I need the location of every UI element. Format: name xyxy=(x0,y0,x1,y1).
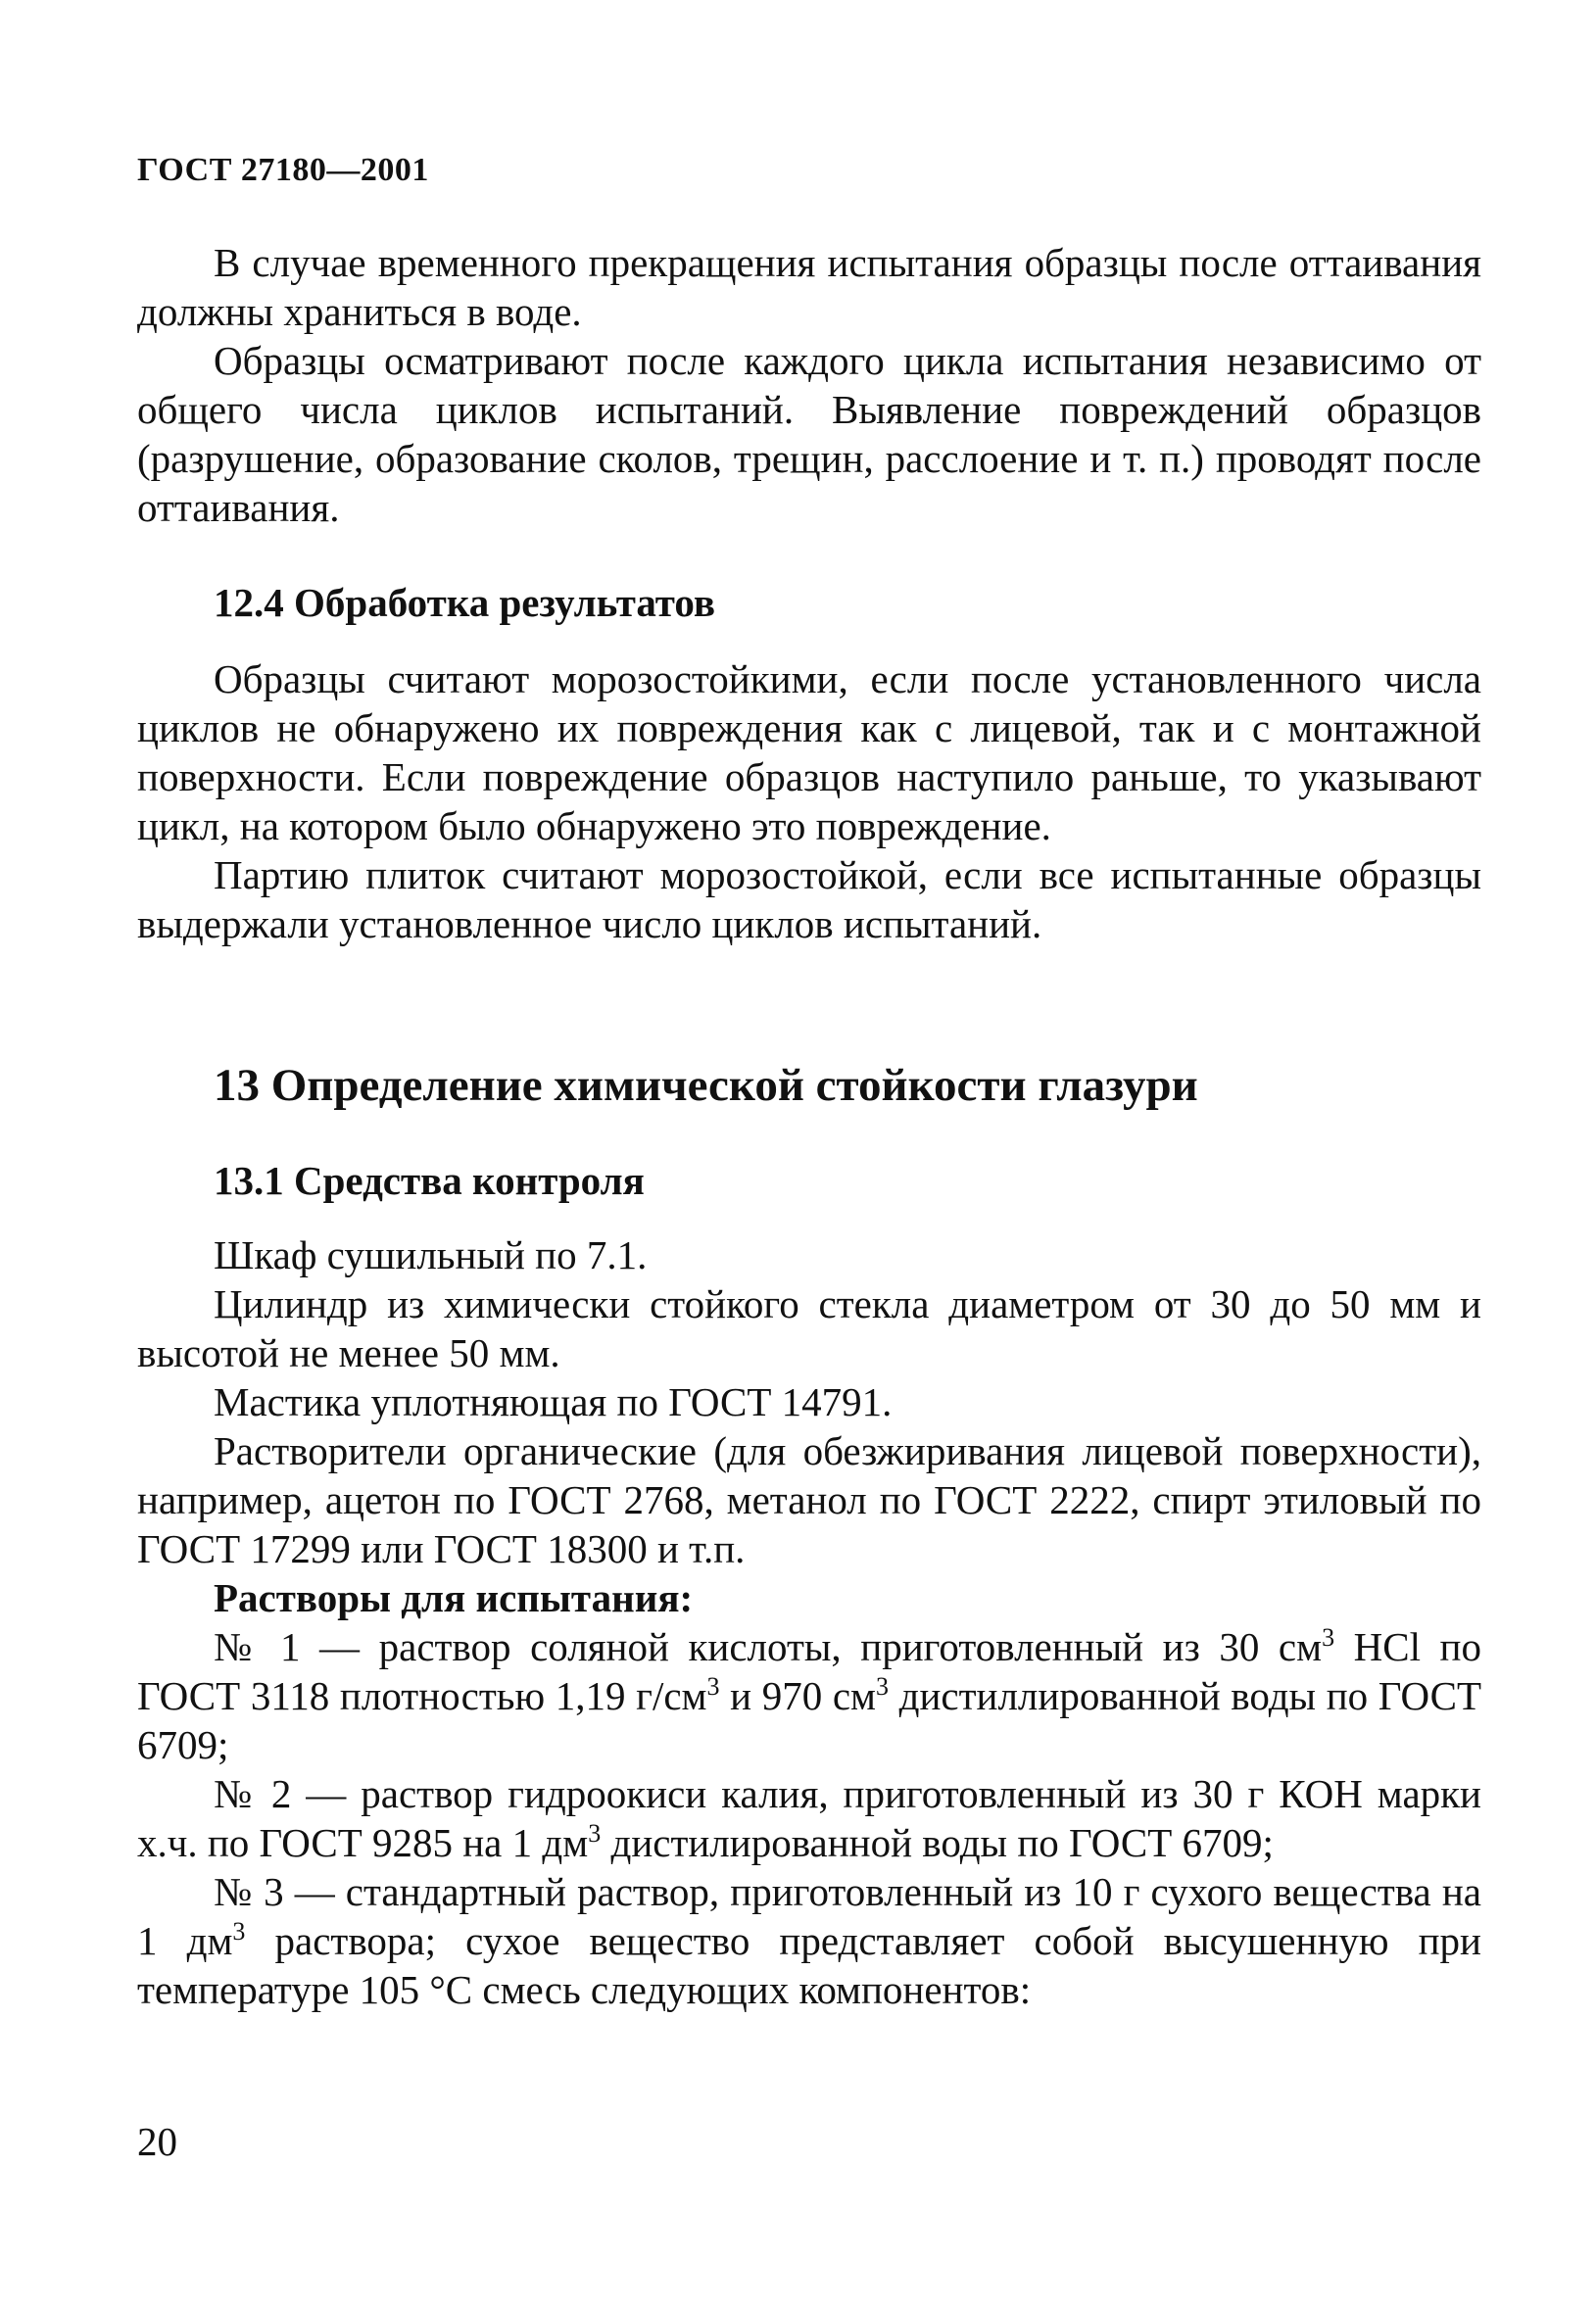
section-13 xyxy=(137,1058,1481,1113)
paragraph: Мастика уплотняющая по ГОСТ 14791. xyxy=(214,1379,893,1424)
chapter-heading: 13 Определение химической стойкости глазури xyxy=(214,1060,1198,1111)
superscript: 3 xyxy=(588,1819,602,1848)
superscript: 3 xyxy=(232,1917,246,1946)
text-run: № 3 — стандартный раствор, приготовленный из 10 г сухого вещества на 1 дм xyxy=(137,1869,1481,1963)
subsection-heading: 13.1 Средства контроля xyxy=(214,1158,645,1203)
running-header: ГОСТ 27180—2001 xyxy=(137,152,429,188)
superscript: 3 xyxy=(875,1672,889,1701)
text-run: дистилированной воды по ГОСТ 6709; xyxy=(601,1820,1274,1865)
section-12-4 xyxy=(137,578,1481,948)
text-run: дистиллированной воды по ГОСТ 6709; xyxy=(137,1673,1481,1767)
page-number: 20 xyxy=(137,2119,177,2164)
solution-3 xyxy=(137,1867,1481,2014)
paragraph: Образцы осматривают после каждого цикла испытания независимо от общего числа циклов испытаний. Выявление повреждений образцов (разрушение, образование сколов, трещин, расслоение и т. п.) проводят после оттаивания. xyxy=(137,338,1481,530)
text-run: и 970 см xyxy=(719,1673,876,1718)
paragraph: Шкаф сушильный по 7.1. xyxy=(214,1232,648,1277)
text-run: № 2 — раствор гидроокиси калия, приготовленный из 30 г КОН марки х.ч. по ГОСТ 9285 на 1 дм xyxy=(137,1771,1481,1865)
document-page xyxy=(137,0,1481,2308)
paragraph: Образцы считают морозостойкими, если после установленного числа циклов не обнаружено их повреждения как с лицевой, так и с монтажной поверхности. Если повреждение образцов наступило раньше, то указывают цикл, на котором было обнаружено это повреждение. xyxy=(137,656,1481,848)
superscript: 3 xyxy=(706,1672,720,1701)
paragraph: Партию плиток считают морозостойкой, если все испытанные образцы выдержали установленное число циклов испытаний. xyxy=(137,852,1481,946)
paragraph: В случае временного прекращения испытания образцы после оттаивания должны храниться в воде. xyxy=(137,240,1481,334)
paragraph: Растворители органические (для обезжиривания лицевой поверхности), например, ацетон по ГОСТ 2768, метанол по ГОСТ 2222, спирт этиловый по ГОСТ 17299 или ГОСТ 18300 и т.п. xyxy=(137,1428,1481,1571)
text-run: № 1 — раствор соляной кислоты, приготовленный из 30 см xyxy=(214,1624,1323,1669)
solution-2 xyxy=(137,1769,1481,1867)
solutions-heading: Растворы для испытания: xyxy=(214,1575,694,1620)
section-13-1 xyxy=(137,1156,1481,2014)
text-run: HCl по ГОСТ 3118 плотностью 1,19 г/см xyxy=(137,1624,1481,1718)
superscript: 3 xyxy=(1322,1623,1335,1652)
text-run: раствора; сухое вещество представляет собой высушенную при температуре 105 °С смесь следующих компонентов: xyxy=(137,1918,1481,2012)
section-12-3-tail xyxy=(137,238,1481,532)
paragraph: Цилиндр из химически стойкого стекла диаметром от 30 до 50 мм и высотой не менее 50 мм. xyxy=(137,1281,1481,1375)
solution-1 xyxy=(137,1622,1481,1769)
section-heading: 12.4 Обработка результатов xyxy=(214,580,716,625)
